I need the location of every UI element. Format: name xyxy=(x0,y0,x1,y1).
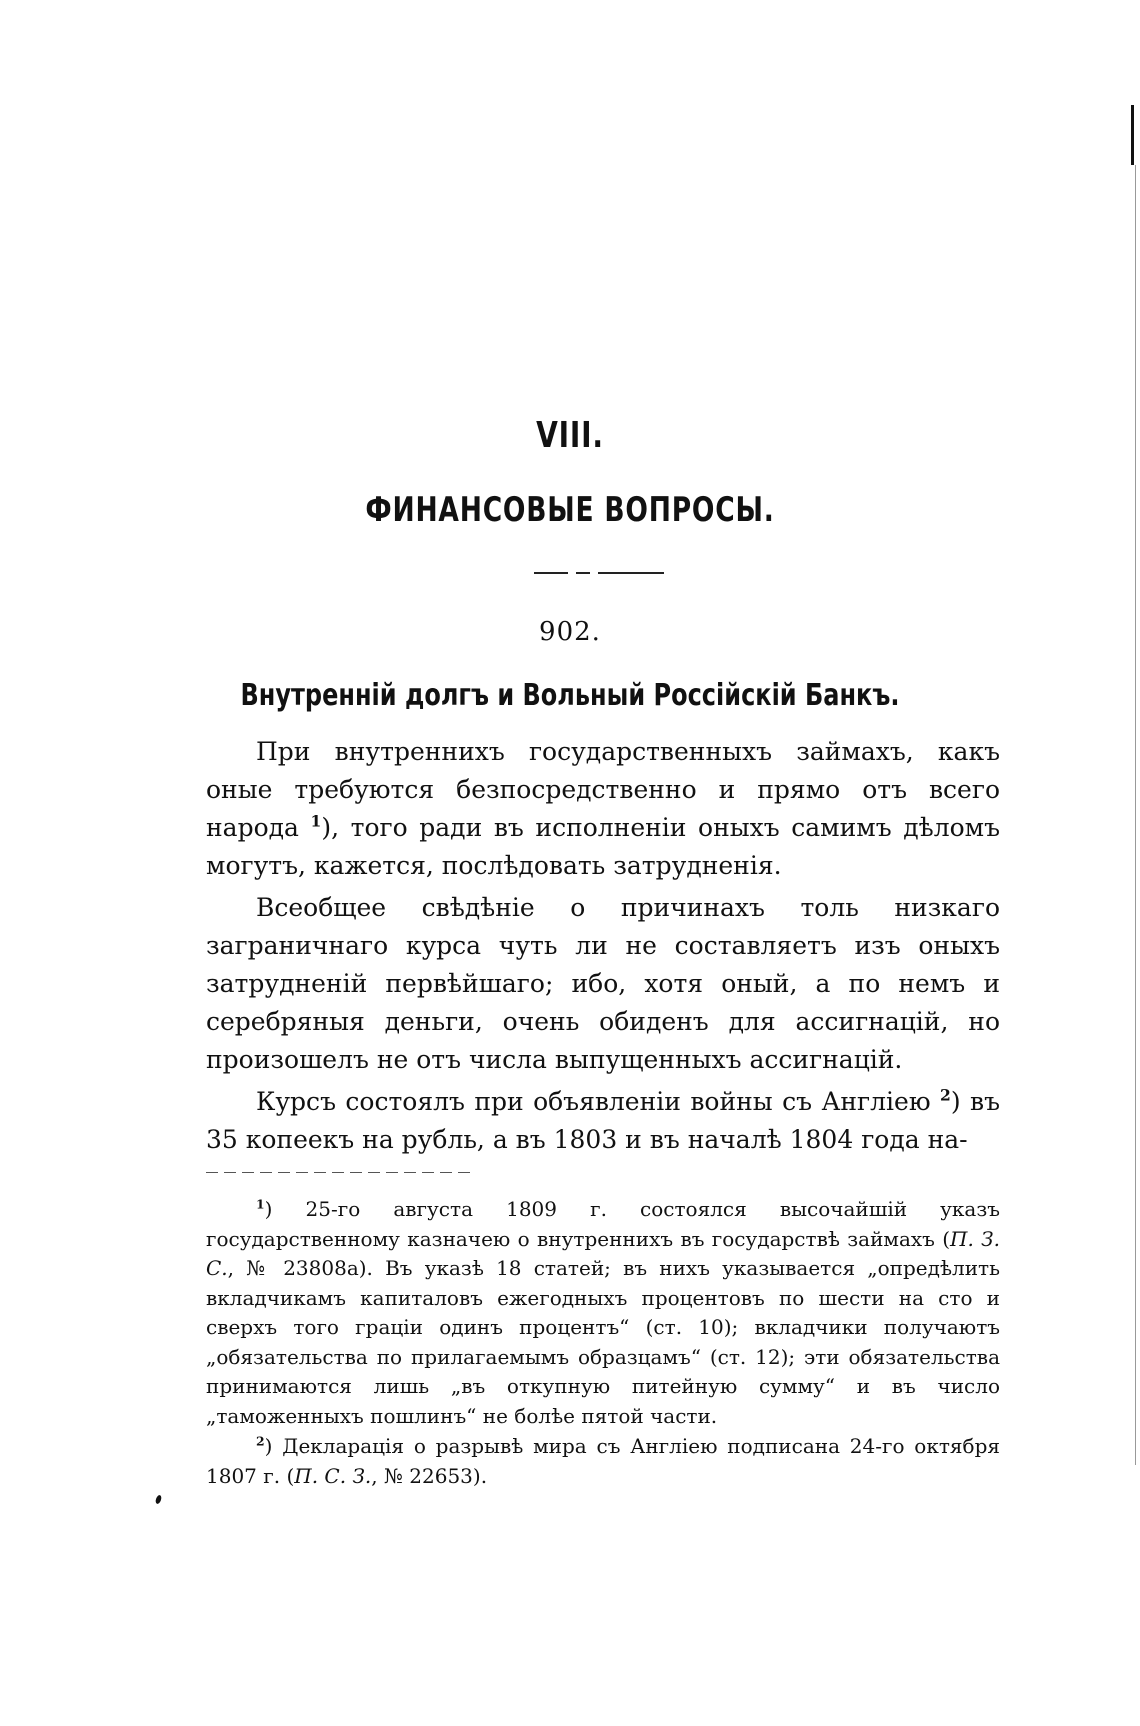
footnote-separator xyxy=(206,1172,471,1173)
footnotes xyxy=(206,1195,1000,1492)
footnote-mark-1: 1 xyxy=(256,1196,265,1212)
page-edge-line xyxy=(1135,165,1136,1465)
body-text xyxy=(206,733,1000,1163)
footnote-2: $^2$) Декларація о разрывѣ мира съ Англіею подписана 24-го октября 1807 г. (П. С. З., № 22653). xyxy=(206,1433,1000,1488)
paragraph-3: Курсъ состоялъ при объявленіи войны съ Англіею $^2$) въ 35 копеекъ на рубль, а въ 1803 и въ началѣ 1804 года на- xyxy=(206,1085,1000,1154)
footnote-ref-2: 2 xyxy=(940,1085,951,1105)
article-number: 902. xyxy=(539,617,601,647)
citation-1: П. З. С. xyxy=(206,1226,1000,1280)
paragraph-2: Всеобщее свѣдѣніе о причинахъ толь низкаго заграничнаго курса чуть ли не составляетъ изъ оныхъ затрудненій первѣйшаго; ибо, хотя оный, а по немъ и серебряныя деньги, очень обиденъ для ассигнацій, но произошелъ не отъ числа выпущенныхъ ассигнацій. xyxy=(206,893,1000,1074)
section-divider xyxy=(534,572,664,574)
ink-speck xyxy=(155,1494,163,1504)
chapter-title: ФИНАНСОВЫЕ ВОПРОСЫ. xyxy=(365,490,775,530)
footnote-ref-1: 1 xyxy=(310,811,322,831)
footnote-1: $^1$) 25-го августа 1809 г. состоялся высочайшій указъ государственному казначею о внутреннихъ въ государствѣ займахъ (П. З. С., № 23808а). Въ указѣ 18 статей; въ нихъ указывается „опредѣлить вкладчикамъ капиталовъ ежегодныхъ процентовъ по шести на сто и сверхъ того граціи одинъ процентъ“ (ст. 10); вкладчики получаютъ „обязательства по прилагаемымъ образцамъ“ (ст. 12); эти обязательства принимаются лишь „въ откупную питейную сумму“ и въ число „таможенныхъ пошлинъ“ не болѣе пятой части. xyxy=(206,1196,1000,1428)
footnote-mark-2: 2 xyxy=(256,1433,265,1449)
article-heading: Внутренній долгъ и Вольный Россійскій Банкъ. xyxy=(240,678,900,713)
citation-2: П. С. З. xyxy=(294,1463,372,1488)
chapter-number: VIII. xyxy=(536,415,604,456)
paragraph-1: При внутреннихъ государственныхъ займахъ, какъ оные требуются безпосредственно и прямо отъ всего народа $^1$), того ради въ исполненіи оныхъ самимъ дѣломъ могутъ, кажется, послѣдовать затрудненія. xyxy=(206,737,1000,880)
page-edge-mark xyxy=(1131,105,1134,165)
